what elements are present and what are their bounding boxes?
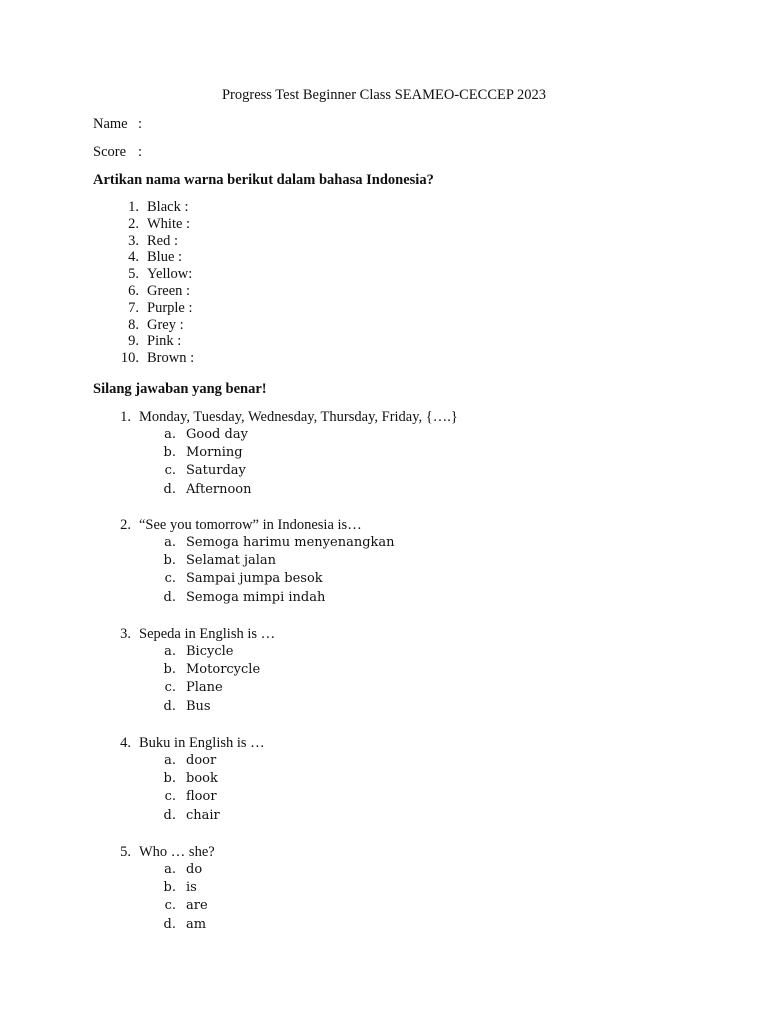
question-number: 3. <box>120 626 131 642</box>
option-list <box>108 534 708 607</box>
option-item <box>108 698 708 716</box>
option-item <box>108 481 708 499</box>
list-item <box>108 317 194 334</box>
option-letter: a. <box>164 753 176 768</box>
section1-heading: Artikan nama warna berikut dalam bahasa Indonesia? <box>93 172 434 188</box>
option-item <box>108 879 708 897</box>
question-2 <box>108 516 708 607</box>
list-item <box>108 350 194 367</box>
option-list <box>108 426 708 499</box>
option-letter: b. <box>163 553 176 569</box>
option-text: Semoga harimu menyenangkan <box>186 535 395 550</box>
list-item <box>108 249 194 266</box>
option-item <box>108 552 708 570</box>
list-item <box>108 333 194 350</box>
item-number: 3. <box>128 232 139 249</box>
option-item <box>108 807 708 825</box>
option-letter: c. <box>164 789 176 805</box>
option-letter: c. <box>164 463 176 479</box>
option-letter: d. <box>163 807 176 823</box>
option-item <box>108 788 708 806</box>
item-number: 5. <box>128 266 139 283</box>
option-letter: b. <box>163 880 176 896</box>
item-number: 10. <box>120 350 139 367</box>
option-letter: c. <box>164 898 176 914</box>
option-letter: b. <box>163 662 176 678</box>
option-item <box>108 661 708 679</box>
option-letter: a. <box>164 535 176 550</box>
question-text: “See you tomorrow” in Indonesia is… <box>139 517 362 533</box>
question-4 <box>108 734 708 825</box>
item-text: Brown : <box>147 350 195 367</box>
color-list <box>108 199 194 367</box>
option-item <box>108 643 708 661</box>
list-item <box>108 266 194 283</box>
option-list <box>108 861 708 934</box>
name-separator: : <box>138 116 143 132</box>
item-text: Yellow: <box>147 266 193 283</box>
option-item <box>108 897 708 915</box>
option-text: am <box>186 916 207 932</box>
question-number: 1. <box>120 409 131 425</box>
option-text: Bicycle <box>186 644 234 659</box>
option-item <box>108 861 708 879</box>
option-list <box>108 752 708 825</box>
option-text: Saturday <box>186 463 246 479</box>
option-text: do <box>186 862 203 877</box>
question-number: 4. <box>120 735 131 751</box>
option-letter: c. <box>164 680 176 696</box>
option-item <box>108 444 708 462</box>
name-label: Name <box>93 116 128 132</box>
option-letter: d. <box>163 589 176 605</box>
item-text: Pink : <box>147 333 182 350</box>
option-item <box>108 589 708 607</box>
score-row <box>93 142 142 162</box>
item-text: White : <box>147 215 191 232</box>
option-item <box>108 770 708 788</box>
option-item <box>108 916 708 934</box>
score-label: Score <box>93 144 127 160</box>
list-item <box>108 199 194 216</box>
list-item <box>108 300 194 317</box>
question-text: Sepeda in English is … <box>139 626 276 642</box>
option-text: Semoga mimpi indah <box>186 589 326 605</box>
option-item <box>108 752 708 770</box>
item-text: Green : <box>147 282 191 299</box>
option-text: Plane <box>186 680 223 696</box>
question-number: 5. <box>120 844 131 860</box>
option-text: chair <box>186 807 220 823</box>
option-text: floor <box>186 789 217 805</box>
option-letter: d. <box>163 698 176 714</box>
section2-heading: Silang jawaban yang benar! <box>93 381 267 397</box>
item-text: Grey : <box>147 316 184 333</box>
option-text: Morning <box>186 445 243 461</box>
option-letter: d. <box>163 916 176 932</box>
item-number: 6. <box>128 282 139 299</box>
question-text: Buku in English is … <box>139 735 265 751</box>
item-text: Purple : <box>147 299 193 316</box>
question-5 <box>108 843 708 934</box>
option-text: Afternoon <box>186 481 252 497</box>
page-title: Progress Test Beginner Class SEAMEO-CECCEP 2023 <box>221 87 547 103</box>
item-number: 4. <box>128 249 139 266</box>
option-item <box>108 534 708 552</box>
name-row <box>93 114 142 134</box>
option-letter: b. <box>163 445 176 461</box>
item-number: 9. <box>128 333 139 350</box>
option-letter: a. <box>164 644 176 659</box>
option-item <box>108 462 708 480</box>
option-letter: d. <box>163 481 176 497</box>
question-3 <box>108 625 708 716</box>
question-number: 2. <box>120 517 131 533</box>
score-separator: : <box>138 144 143 160</box>
option-letter: a. <box>164 862 176 877</box>
question-text: Monday, Tuesday, Wednesday, Thursday, Friday, {….} <box>139 409 458 425</box>
option-text: Sampai jumpa besok <box>186 571 323 587</box>
option-text: door <box>186 753 217 768</box>
item-number: 2. <box>128 215 139 232</box>
option-text: Selamat jalan <box>186 553 277 569</box>
item-number: 7. <box>128 299 139 316</box>
option-item <box>108 679 708 697</box>
item-text: Black : <box>147 199 189 215</box>
list-item <box>108 216 194 233</box>
option-letter: b. <box>163 771 176 787</box>
option-list <box>108 643 708 716</box>
option-text: Good day <box>186 427 248 442</box>
option-item <box>108 570 708 588</box>
option-text: Bus <box>186 698 211 714</box>
option-item <box>108 426 708 444</box>
question-1 <box>108 408 708 499</box>
option-letter: a. <box>164 427 176 442</box>
option-text: book <box>186 771 218 787</box>
item-text: Blue : <box>147 249 183 266</box>
option-text: is <box>186 880 197 896</box>
item-text: Red : <box>147 232 179 249</box>
question-text: Who … she? <box>139 844 215 860</box>
list-item <box>108 233 194 250</box>
item-number: 1. <box>128 199 139 215</box>
item-number: 8. <box>128 316 139 333</box>
option-text: Motorcycle <box>186 662 261 678</box>
option-text: are <box>186 898 208 914</box>
list-item <box>108 283 194 300</box>
option-letter: c. <box>164 571 176 587</box>
